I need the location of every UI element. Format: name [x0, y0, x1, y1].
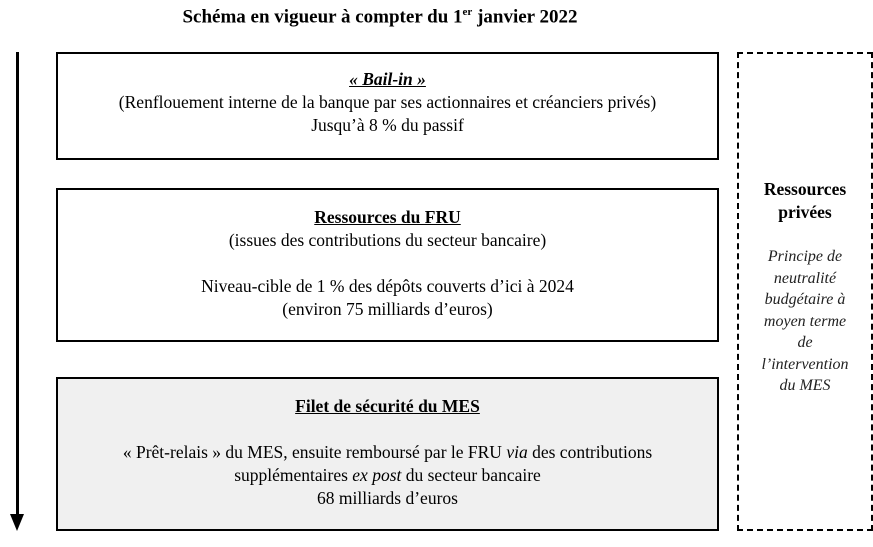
title-superscript: er	[462, 6, 473, 18]
fru-target: Niveau-cible de 1 % des dépôts couverts d’ici à 2024	[201, 276, 574, 296]
diagram-title	[0, 6, 760, 28]
fru-amount: (environ 75 milliards d’euros)	[282, 299, 493, 319]
mes-backstop-box	[56, 377, 719, 531]
mes-heading: Filet de sécurité du MES	[295, 396, 480, 416]
side-title-line-1: Ressources	[763, 179, 847, 199]
mes-amount: 68 milliards d’euros	[317, 488, 458, 508]
bail-in-description: (Renflouement interne de la banque par ses actionnaires et créanciers privés)	[118, 92, 657, 112]
downward-arrow-line	[16, 52, 19, 520]
bail-in-limit: Jusqu’à 8 % du passif	[311, 115, 464, 135]
private-resources-title	[739, 178, 871, 224]
side-text-line: du MES	[779, 377, 831, 394]
side-text-line: neutralité	[773, 269, 837, 287]
side-text-line: budgétaire à	[764, 291, 846, 308]
fru-source: (issues des contributions du secteur bancaire)	[228, 230, 547, 250]
title-prefix: Schéma en vigueur à compter du 1	[182, 6, 463, 28]
private-resources-box	[737, 52, 873, 531]
side-text-line: l’intervention	[761, 355, 849, 373]
side-text-line: moyen terme	[763, 312, 847, 330]
side-text-line: de	[797, 334, 813, 351]
mes-line-1	[58, 441, 717, 464]
arrow-down-icon	[10, 514, 24, 531]
mes-line-1b: des contributions	[527, 442, 653, 462]
mes-line-2-italic: ex post	[352, 465, 402, 485]
mes-line-1a: « Prêt-relais » du MES, ensuite remboursé par le FRU	[122, 442, 507, 462]
fru-resources-box	[56, 188, 719, 342]
bail-in-box	[56, 52, 719, 160]
bail-in-heading: « Bail-in »	[349, 69, 426, 89]
mes-line-2	[58, 464, 717, 487]
mes-line-2a: supplémentaires	[234, 465, 353, 485]
side-title-line-2: privées	[778, 202, 832, 222]
mes-line-1-italic: via	[506, 442, 528, 462]
fru-heading: Ressources du FRU	[314, 207, 461, 227]
title-suffix: janvier 2022	[472, 6, 578, 28]
side-text-line: Principe de	[767, 248, 843, 265]
budget-neutrality-text	[745, 246, 865, 397]
mes-line-2b: du secteur bancaire	[401, 465, 541, 485]
